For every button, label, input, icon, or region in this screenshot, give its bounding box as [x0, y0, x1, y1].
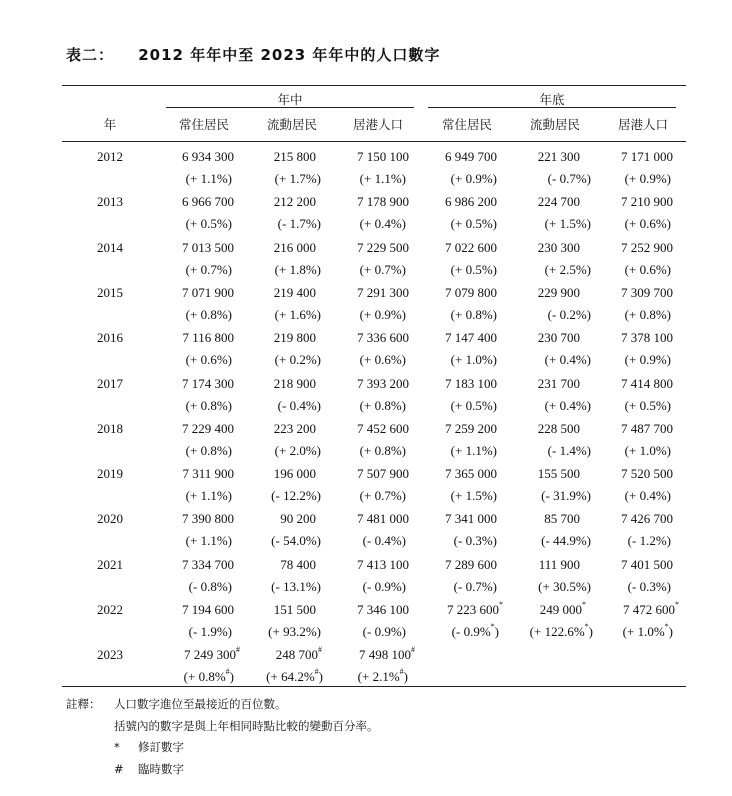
- percent-change-cell: (+ 0.9%): [450, 171, 497, 186]
- percent-change-cell: (+ 0.7%): [359, 261, 406, 277]
- year-cell: 2016: [97, 330, 123, 346]
- value-cell: 221 300: [537, 149, 580, 164]
- year-cell: 2018: [97, 420, 123, 436]
- column-header: 流動居民: [529, 117, 580, 132]
- value-cell: 7 520 500: [621, 466, 673, 482]
- value-cell: 7 249 300#: [184, 644, 240, 663]
- value-cell: 7 291 300: [357, 284, 409, 300]
- percent-change-cell: (+ 0.9%): [624, 352, 671, 368]
- value-cell: 7 452 600: [357, 420, 409, 436]
- percent-change-cell: (- 0.9%*): [451, 621, 499, 639]
- footnote-mark: *: [584, 621, 589, 631]
- value-cell: 90 200: [280, 511, 316, 527]
- value-cell: 7 210 900: [621, 194, 673, 210]
- column-header: 居港人口: [617, 117, 668, 132]
- value-cell: 6 966 700: [182, 194, 234, 210]
- year-cell: 2017: [97, 375, 123, 391]
- value-cell: 7 252 900: [621, 239, 673, 255]
- header-rule: [62, 141, 686, 142]
- bottom-rule: [62, 686, 686, 687]
- percent-change-cell: (+ 1.0%*): [622, 621, 673, 639]
- value-cell: 196 000: [273, 466, 316, 482]
- value-cell: 7 507 900: [357, 466, 409, 482]
- value-cell: 212 200: [273, 194, 316, 210]
- group-label-midyear: 年中: [277, 92, 303, 107]
- footnote-mark: *: [664, 621, 669, 631]
- value-cell: 155 500: [537, 466, 580, 482]
- year-cell: 2014: [97, 239, 123, 255]
- percent-change-cell: (- 44.9%): [541, 533, 591, 549]
- footnote-mark: *: [582, 599, 586, 609]
- percent-change-cell: (+ 0.7%): [359, 488, 406, 504]
- percent-change-cell: (+ 0.4%): [624, 488, 671, 504]
- percent-change-cell: (+ 0.8%): [624, 306, 671, 322]
- percent-change-cell: (+ 1.1%): [185, 171, 232, 186]
- percent-change-cell: (+ 1.1%): [359, 171, 406, 186]
- value-cell: 7 229 400: [182, 420, 234, 436]
- value-cell: 7 334 700: [182, 556, 234, 572]
- value-cell: 249 000*: [539, 599, 586, 617]
- year-cell: 2020: [97, 511, 123, 527]
- percent-change-cell: (+ 0.8%#): [183, 666, 234, 685]
- year-cell: 2023: [97, 647, 123, 663]
- percent-change-cell: (+ 0.6%): [185, 352, 232, 368]
- value-cell: 7 414 800: [621, 375, 673, 391]
- percent-change-cell: (- 1.9%): [188, 624, 232, 639]
- percent-change-cell: (+ 1.0%): [624, 442, 671, 458]
- value-cell: 7 413 100: [357, 556, 409, 572]
- percent-change-cell: (- 0.3%): [453, 533, 497, 549]
- percent-change-cell: (- 1.4%): [547, 442, 591, 458]
- percent-change-cell: (+ 0.2%): [274, 352, 321, 368]
- percent-change-cell: (+ 2.0%): [274, 442, 321, 458]
- footnote-mark: *: [490, 621, 495, 631]
- percent-change-cell: (+ 0.6%): [624, 216, 671, 232]
- percent-change-cell: (- 1.7%): [277, 216, 321, 232]
- value-cell: 6 986 200: [445, 194, 497, 210]
- value-cell: 7 022 600: [445, 239, 497, 255]
- percent-change-cell: (+ 0.8%): [185, 397, 232, 413]
- percent-change-cell: (- 0.7%): [453, 578, 497, 594]
- value-cell: 7 183 100: [445, 375, 497, 391]
- value-cell: 7 079 800: [445, 284, 497, 300]
- value-cell: 7 390 800: [182, 511, 234, 527]
- footnote-mark: #: [411, 644, 415, 654]
- percent-change-cell: (+ 0.5%): [450, 261, 497, 277]
- value-cell: 219 800: [273, 330, 316, 346]
- percent-change-cell: (- 13.1%): [271, 578, 321, 594]
- percent-change-cell: (+ 1.5%): [450, 488, 497, 504]
- value-cell: 7 498 100#: [359, 644, 415, 663]
- value-cell: 7 150 100: [357, 149, 409, 164]
- percent-change-cell: (+ 0.4%): [544, 352, 591, 368]
- year-cell: 2013: [97, 194, 123, 210]
- percent-change-cell: (+ 93.2%): [268, 624, 321, 639]
- percent-change-cell: (- 54.0%): [271, 533, 321, 549]
- percent-change-cell: (+ 2.1%#): [357, 666, 408, 685]
- value-cell: 7 487 700: [621, 420, 673, 436]
- value-cell: 230 300: [537, 239, 580, 255]
- footnote-mark: #: [399, 666, 404, 676]
- value-cell: 7 259 200: [445, 420, 497, 436]
- percent-change-cell: (- 0.4%): [277, 397, 321, 413]
- value-cell: 229 900: [537, 284, 580, 300]
- percent-change-cell: (+ 0.5%): [624, 397, 671, 413]
- value-cell: 7 401 500: [621, 556, 673, 572]
- percent-change-cell: (- 12.2%): [271, 488, 321, 504]
- value-cell: 6 949 700: [445, 149, 497, 164]
- value-cell: 218 900: [273, 375, 316, 391]
- percent-change-cell: (+ 0.6%): [624, 261, 671, 277]
- value-cell: 111 900: [538, 556, 580, 572]
- value-cell: 7 229 500: [357, 239, 409, 255]
- value-cell: 224 700: [537, 194, 580, 210]
- percent-change-cell: (+ 1.1%): [450, 442, 497, 458]
- percent-change-cell: (+ 0.6%): [359, 352, 406, 368]
- value-cell: 7 341 000: [445, 511, 497, 527]
- value-cell: 7 013 500: [182, 239, 234, 255]
- value-cell: 248 700#: [275, 644, 322, 663]
- table-label: 表二：: [66, 46, 115, 64]
- column-header: 流動居民: [266, 117, 317, 132]
- footnote-mark: *: [675, 599, 679, 609]
- value-cell: 7 178 900: [357, 194, 409, 210]
- value-cell: 216 000: [273, 239, 316, 255]
- percent-change-cell: (+ 0.4%): [544, 397, 591, 413]
- value-cell: 7 147 400: [445, 330, 497, 346]
- value-cell: 7 426 700: [621, 511, 673, 527]
- year-cell: 2015: [97, 284, 123, 300]
- footnote-mark: #: [314, 666, 319, 676]
- note-revised-text: 修訂數字: [138, 740, 184, 754]
- value-cell: 6 934 300: [182, 149, 234, 164]
- note-mark-provisional: #: [114, 761, 124, 776]
- value-cell: 7 194 600: [182, 602, 234, 617]
- footnote-mark: *: [499, 599, 503, 609]
- value-cell: 7 116 800: [182, 330, 234, 346]
- column-header: 常住居民: [441, 117, 492, 132]
- column-header: 常住居民: [178, 117, 229, 132]
- percent-change-cell: (+ 1.5%): [544, 216, 591, 232]
- percent-change-cell: (+ 122.6%*): [529, 621, 593, 639]
- group-label-yearend: 年底: [539, 92, 565, 107]
- value-cell: 7 174 300: [182, 375, 234, 391]
- percent-change-cell: (+ 1.1%): [185, 488, 232, 504]
- percent-change-cell: (+ 1.7%): [274, 171, 321, 186]
- value-cell: 7 393 200: [357, 375, 409, 391]
- percent-change-cell: (+ 0.8%): [185, 442, 232, 458]
- year-cell: 2019: [97, 466, 123, 482]
- footnote-mark: #: [236, 644, 240, 654]
- year-cell: 2021: [97, 556, 123, 572]
- value-cell: 7 289 600: [445, 556, 497, 572]
- value-cell: 231 700: [537, 375, 580, 391]
- note-brackets: 括號內的數字是與上年相同時點比較的變動百分率。: [114, 718, 379, 733]
- percent-change-cell: (+ 0.8%): [450, 306, 497, 322]
- table-title-text: 2012 年年中至 2023 年年中的人口數字: [138, 46, 441, 64]
- value-cell: 7 378 100: [621, 330, 673, 346]
- percent-change-cell: (+ 0.9%): [624, 171, 671, 186]
- percent-change-cell: (+ 0.4%): [359, 216, 406, 232]
- percent-change-cell: (+ 0.5%): [185, 216, 232, 232]
- value-cell: 223 200: [273, 420, 316, 436]
- percent-change-cell: (- 0.7%): [547, 171, 591, 186]
- percent-change-cell: (+ 1.1%): [185, 533, 232, 549]
- percent-change-cell: (+ 30.5%): [538, 578, 591, 594]
- value-cell: 219 400: [273, 284, 316, 300]
- value-cell: 7 311 900: [182, 466, 234, 482]
- note-mark-revised: *: [114, 740, 120, 754]
- percent-change-cell: (+ 0.5%): [450, 216, 497, 232]
- value-cell: 7 346 100: [357, 602, 409, 617]
- notes: [66, 694, 379, 780]
- value-cell: 85 700: [544, 511, 580, 527]
- value-cell: 151 500: [273, 602, 316, 617]
- percent-change-cell: (+ 0.5%): [450, 397, 497, 413]
- percent-change-cell: (- 1.2%): [627, 533, 671, 549]
- table-title: [66, 44, 440, 65]
- value-cell: 7 309 700: [621, 284, 673, 300]
- value-cell: 228 500: [537, 420, 580, 436]
- percent-change-cell: (+ 0.9%): [359, 306, 406, 322]
- value-cell: 7 365 000: [445, 466, 497, 482]
- percent-change-cell: (- 31.9%): [541, 488, 591, 504]
- percent-change-cell: (+ 1.6%): [274, 306, 321, 322]
- percent-change-cell: (+ 1.8%): [274, 261, 321, 277]
- percent-change-cell: (- 0.9%): [362, 578, 406, 594]
- percent-change-cell: (+ 0.8%): [359, 442, 406, 458]
- percent-change-cell: (- 0.9%): [362, 624, 406, 639]
- value-cell: 78 400: [280, 556, 316, 572]
- year-column-header: 年: [103, 117, 117, 132]
- note-provisional-text: 臨時數字: [138, 761, 184, 776]
- note-rounding: 人口數字進位至最接近的百位數。: [114, 697, 287, 711]
- footnote-mark: #: [318, 644, 322, 654]
- value-cell: 7 223 600*: [447, 599, 503, 617]
- percent-change-cell: (+ 64.2%#): [266, 666, 323, 685]
- value-cell: 7 472 600*: [623, 599, 679, 617]
- percent-change-cell: (+ 0.7%): [185, 261, 232, 277]
- value-cell: 215 800: [273, 149, 316, 164]
- percent-change-cell: (- 0.4%): [362, 533, 406, 549]
- percent-change-cell: (- 0.8%): [188, 578, 232, 594]
- value-cell: 7 071 900: [182, 284, 234, 300]
- percent-change-cell: (- 0.3%): [627, 578, 671, 594]
- year-cell: 2022: [97, 602, 123, 617]
- value-cell: 230 700: [537, 330, 580, 346]
- column-header: 居港人口: [352, 117, 403, 132]
- value-cell: 7 336 600: [357, 330, 409, 346]
- percent-change-cell: (- 0.2%): [547, 306, 591, 322]
- value-cell: 7 481 000: [357, 511, 409, 527]
- top-rule: [62, 85, 686, 86]
- percent-change-cell: (+ 0.8%): [359, 397, 406, 413]
- value-cell: 7 171 000: [621, 149, 673, 164]
- footnote-mark: #: [225, 666, 230, 676]
- notes-label: 註釋：: [66, 697, 101, 711]
- percent-change-cell: (+ 1.0%): [450, 352, 497, 368]
- percent-change-cell: (+ 2.5%): [544, 261, 591, 277]
- year-cell: 2012: [97, 149, 123, 164]
- percent-change-cell: (+ 0.8%): [185, 306, 232, 322]
